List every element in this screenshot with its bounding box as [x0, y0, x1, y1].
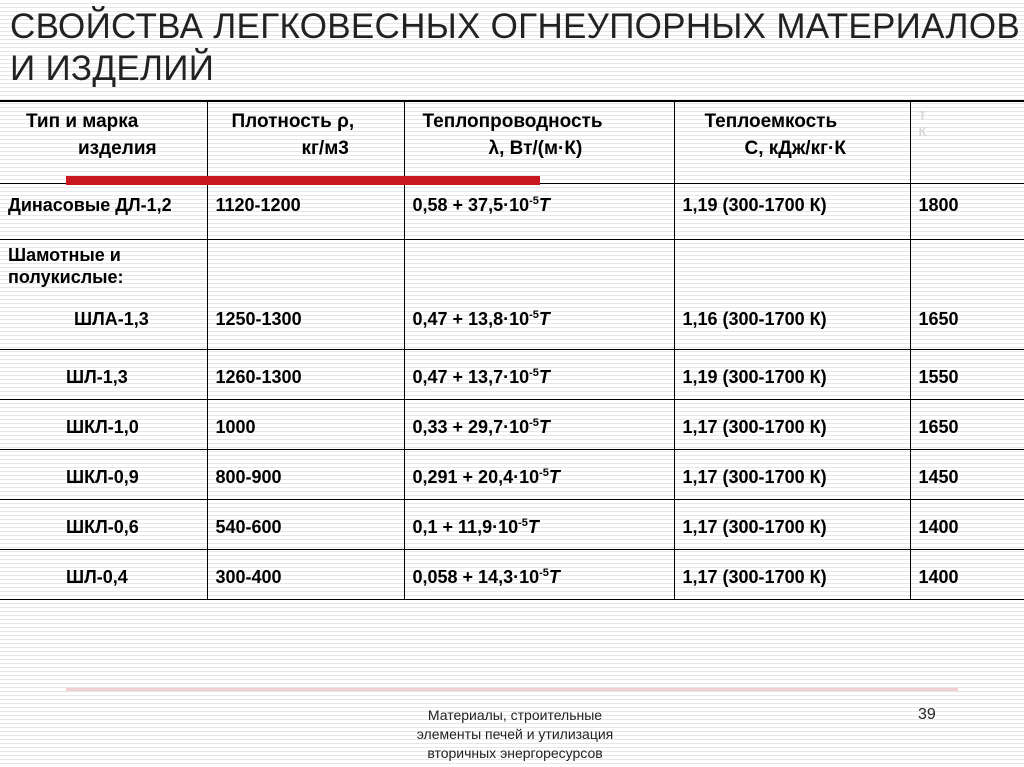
group-label: Шамотные и полукислые: [8, 244, 124, 287]
table-row [0, 549, 1024, 599]
table-row [0, 239, 1024, 349]
cell-heat-capacity: 1,17 (300-1700 К) [674, 449, 910, 499]
cell-temperature: 1650 [910, 399, 1024, 449]
cell-conductivity: $0,47 + 13,7\cdot 10^{-5}T$ [404, 349, 674, 399]
cell-density: 800-900 [207, 449, 404, 499]
cell-heat-capacity: 1,19 (300-1700 К) [674, 349, 910, 399]
footer-text: Материалы, строительные элементы печей и утилизация вторичных энергоресурсов [416, 707, 614, 761]
cell-temperature: 1450 [910, 449, 1024, 499]
header-type: Тип и марка изделия [0, 101, 207, 183]
slide-title-line1: СВОЙСТВА ЛЕГКОВЕСНЫХ ОГНЕУПОРНЫХ МАТЕРИАЛОВ [10, 7, 1020, 46]
cell-name: ШКЛ-0,9 [0, 449, 207, 499]
cell-temperature: 1400 [910, 499, 1024, 549]
cell-name: ШЛ-1,3 [0, 349, 207, 399]
cell-temperature: 1400 [910, 549, 1024, 599]
table-row [0, 183, 1024, 239]
page-number: 39 [918, 706, 936, 723]
cell-temperature: 1650 [910, 239, 1024, 349]
cell-density: 1260-1300 [207, 349, 404, 399]
cell-heat-capacity: 1,16 (300-1700 К) [674, 239, 910, 349]
header-density: Плотность ρ, кг/м3 [207, 101, 404, 183]
header-temperature: Т К [910, 101, 1024, 183]
table-row [0, 349, 1024, 399]
slide-title-line2: И ИЗДЕЛИЙ [10, 49, 215, 88]
slide-title [10, 6, 1020, 90]
cell-density: 1250-1300 [207, 239, 404, 349]
cell-name: ШКЛ-1,0 [0, 399, 207, 449]
properties-table [0, 100, 1024, 600]
cell-density: 1120-1200 [207, 183, 404, 239]
cell-density: 300-400 [207, 549, 404, 599]
cell-name: Шамотные и полукислые: ШЛА-1,3 [0, 239, 207, 349]
cell-density: 540-600 [207, 499, 404, 549]
footer-divider [66, 688, 958, 691]
table-row [0, 399, 1024, 449]
table-header-row [0, 101, 1024, 183]
cell-name: Динасовые ДЛ-1,2 [0, 183, 207, 239]
cell-conductivity: $0,47 + 13,8\cdot 10^{-5}T$ [404, 239, 674, 349]
cell-conductivity: $0,33 + 29,7\cdot 10^{-5}T$ [404, 399, 674, 449]
cell-heat-capacity: 1,17 (300-1700 К) [674, 499, 910, 549]
cell-conductivity: $0,58 + 37,5\cdot 10^{-5}T$ [404, 183, 674, 239]
table-row [0, 499, 1024, 549]
cell-conductivity: $0,058 + 14,3\cdot 10^{-5}T$ [404, 549, 674, 599]
cell-temperature: 1550 [910, 349, 1024, 399]
cell-conductivity: $0,291 + 20,4\cdot 10^{-5}T$ [404, 449, 674, 499]
cell-temperature: 1800 [910, 183, 1024, 239]
cell-name: ШЛ-0,4 [0, 549, 207, 599]
cell-heat-capacity: 1,17 (300-1700 К) [674, 549, 910, 599]
header-conductivity: Теплопроводность λ, Вт/(м·К) [404, 101, 674, 183]
cell-density: 1000 [207, 399, 404, 449]
cell-heat-capacity: 1,19 (300-1700 К) [674, 183, 910, 239]
cell-conductivity: $0,1 + 11,9\cdot 10^{-5}T$ [404, 499, 674, 549]
table-row [0, 449, 1024, 499]
cell-heat-capacity: 1,17 (300-1700 К) [674, 399, 910, 449]
cell-name: ШКЛ-0,6 [0, 499, 207, 549]
accent-bar [66, 176, 540, 185]
header-heat-capacity: Теплоемкость С, кДж/кг·К [674, 101, 910, 183]
